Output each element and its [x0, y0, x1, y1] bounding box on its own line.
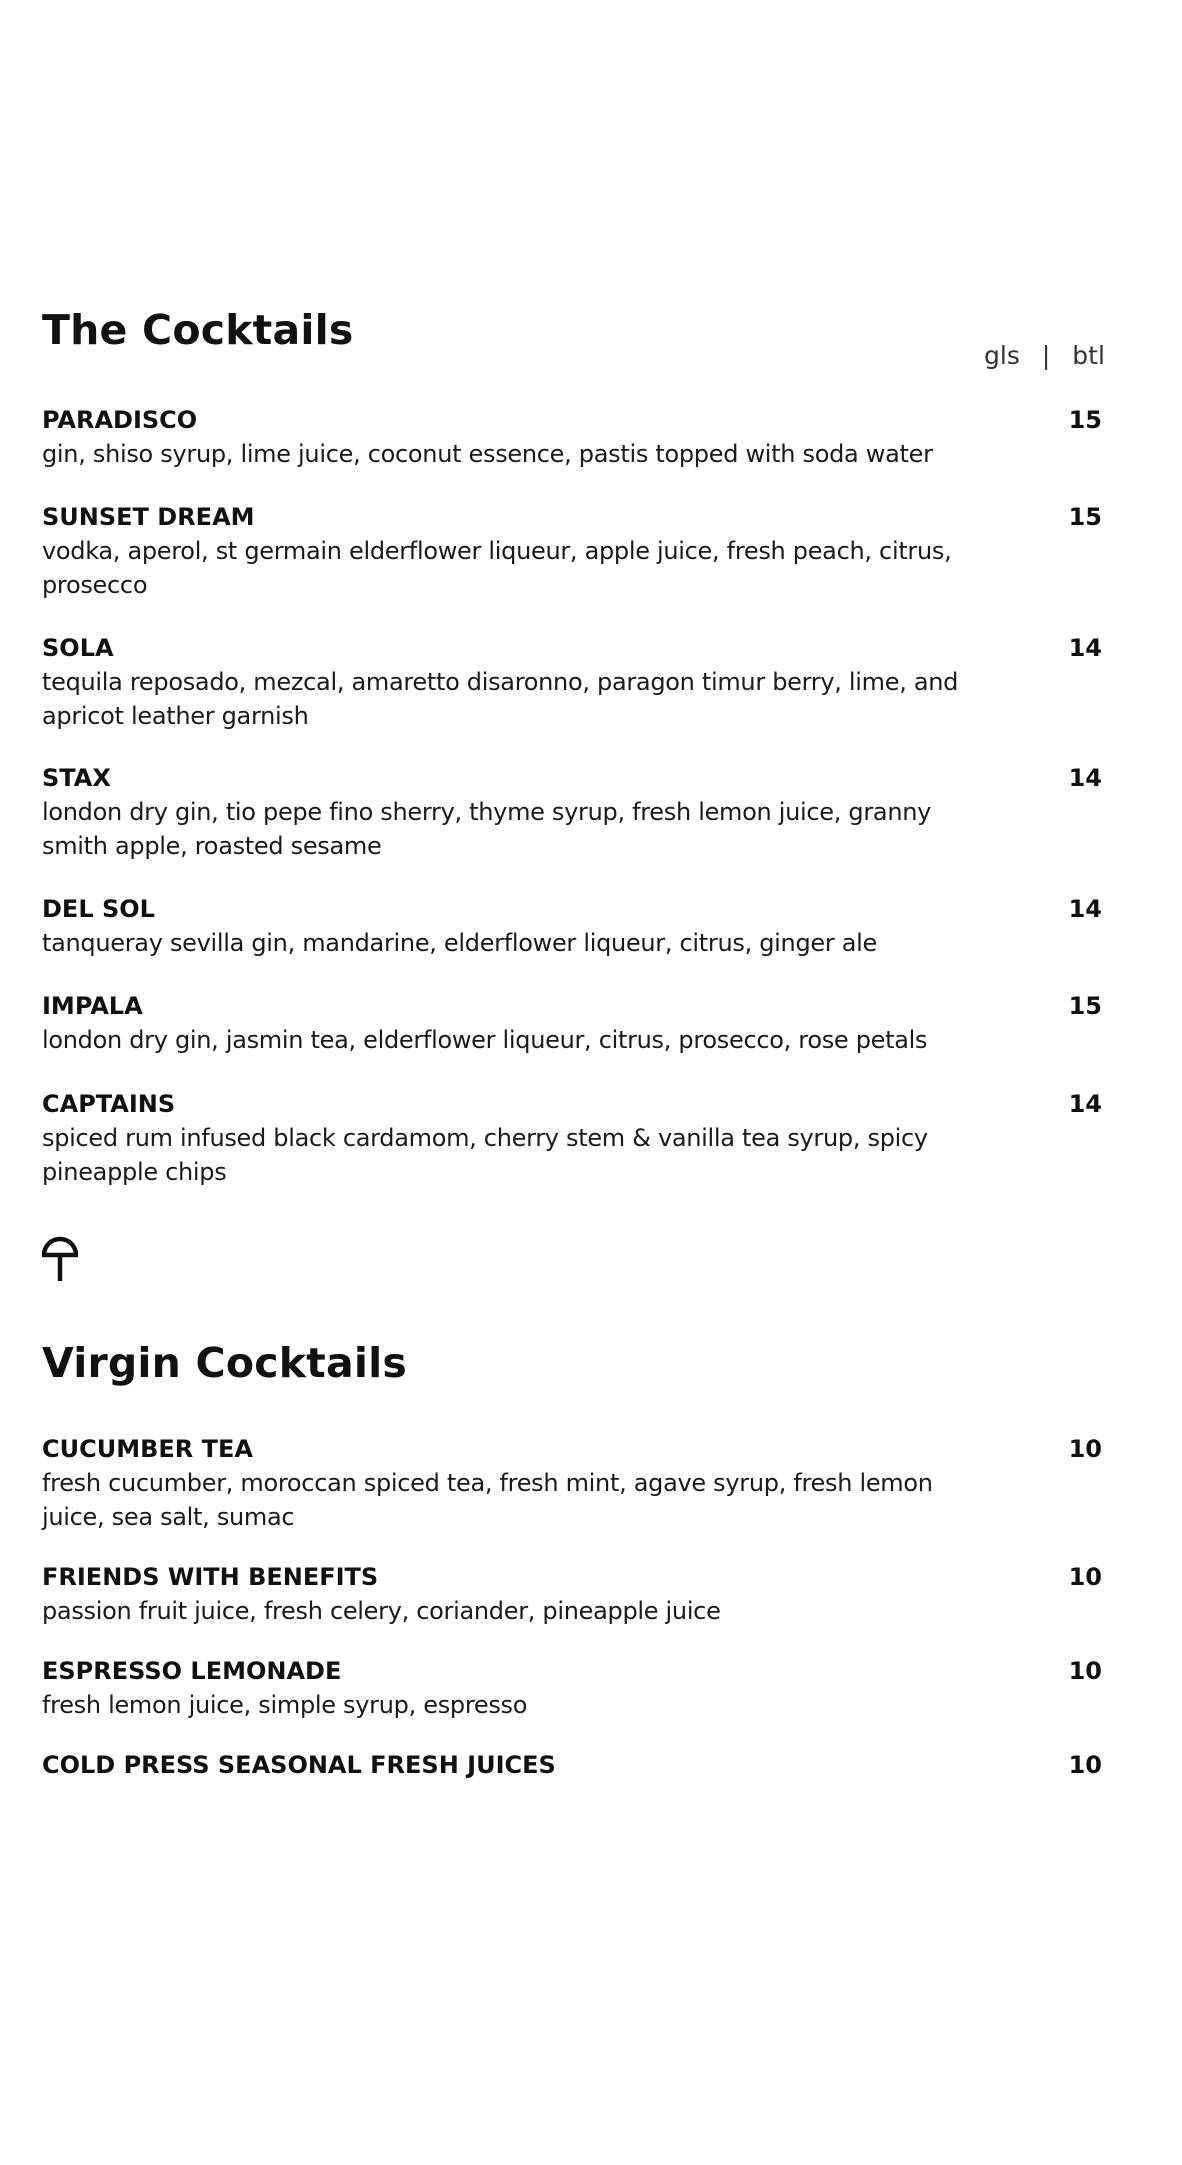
- menu-item-stax: [42, 761, 1102, 863]
- menu-item-friends-with-benefits: [42, 1560, 1102, 1628]
- item-name: IMPALA: [42, 992, 143, 1020]
- item-name: FRIENDS WITH BENEFITS: [42, 1563, 379, 1591]
- item-description: london dry gin, jasmin tea, elderflower liqueur, citrus, prosecco, rose petals: [42, 1026, 928, 1054]
- item-price: 14: [1068, 895, 1102, 923]
- item-name: COLD PRESS SEASONAL FRESH JUICES: [42, 1751, 556, 1779]
- menu-item-cold-press-juices: [42, 1748, 1102, 1782]
- item-price: 14: [1068, 764, 1102, 792]
- item-price: 10: [1068, 1751, 1102, 1779]
- column-separator: |: [1041, 341, 1051, 370]
- menu-item-captains: [42, 1087, 1102, 1189]
- item-price: 15: [1068, 992, 1102, 1020]
- item-name: CAPTAINS: [42, 1090, 176, 1118]
- item-description: fresh lemon juice, simple syrup, espresso: [42, 1691, 528, 1719]
- item-price: 15: [1068, 503, 1102, 531]
- item-price: 10: [1068, 1657, 1102, 1685]
- menu-item-cucumber-tea: [42, 1432, 1102, 1534]
- item-description: vodka, aperol, st germain elderflower liqueur, apple juice, fresh peach, citrus, prosecco: [42, 537, 952, 599]
- item-price: 14: [1068, 634, 1102, 662]
- section-title-virgin: Virgin Cocktails: [42, 1339, 407, 1387]
- price-column-header: [984, 341, 1105, 370]
- item-name: PARADISCO: [42, 406, 198, 434]
- item-name: CUCUMBER TEA: [42, 1435, 253, 1463]
- umbrella-t-logo-icon: [40, 1235, 80, 1283]
- item-price: 15: [1068, 406, 1102, 434]
- item-description: spiced rum infused black cardamom, cherry stem & vanilla tea syrup, spicy pineapple chips: [42, 1124, 928, 1186]
- item-description: tanqueray sevilla gin, mandarine, elderflower liqueur, citrus, ginger ale: [42, 929, 877, 957]
- menu-item-del-sol: [42, 892, 1102, 960]
- item-price: 14: [1068, 1090, 1102, 1118]
- item-description: london dry gin, tio pepe fino sherry, thyme syrup, fresh lemon juice, granny smith apple, roasted sesame: [42, 798, 932, 860]
- item-name: ESPRESSO LEMONADE: [42, 1657, 342, 1685]
- menu-item-espresso-lemonade: [42, 1654, 1102, 1722]
- menu-item-sola: [42, 631, 1102, 733]
- item-name: SUNSET DREAM: [42, 503, 255, 531]
- menu-item-paradisco: [42, 403, 1102, 471]
- menu-item-sunset-dream: [42, 500, 1102, 602]
- item-description: passion fruit juice, fresh celery, coriander, pineapple juice: [42, 1597, 721, 1625]
- glass-column-label: gls: [984, 341, 1020, 370]
- item-description: tequila reposado, mezcal, amaretto disaronno, paragon timur berry, lime, and apricot leather garnish: [42, 668, 959, 730]
- item-name: SOLA: [42, 634, 114, 662]
- bottle-column-label: btl: [1072, 341, 1105, 370]
- item-price: 10: [1068, 1563, 1102, 1591]
- item-price: 10: [1068, 1435, 1102, 1463]
- item-description: gin, shiso syrup, lime juice, coconut essence, pastis topped with soda water: [42, 440, 933, 468]
- item-name: STAX: [42, 764, 111, 792]
- item-description: fresh cucumber, moroccan spiced tea, fresh mint, agave syrup, fresh lemon juice, sea salt, sumac: [42, 1469, 933, 1531]
- section-title-cocktails: The Cocktails: [42, 306, 354, 354]
- menu-item-impala: [42, 989, 1102, 1057]
- item-name: DEL SOL: [42, 895, 155, 923]
